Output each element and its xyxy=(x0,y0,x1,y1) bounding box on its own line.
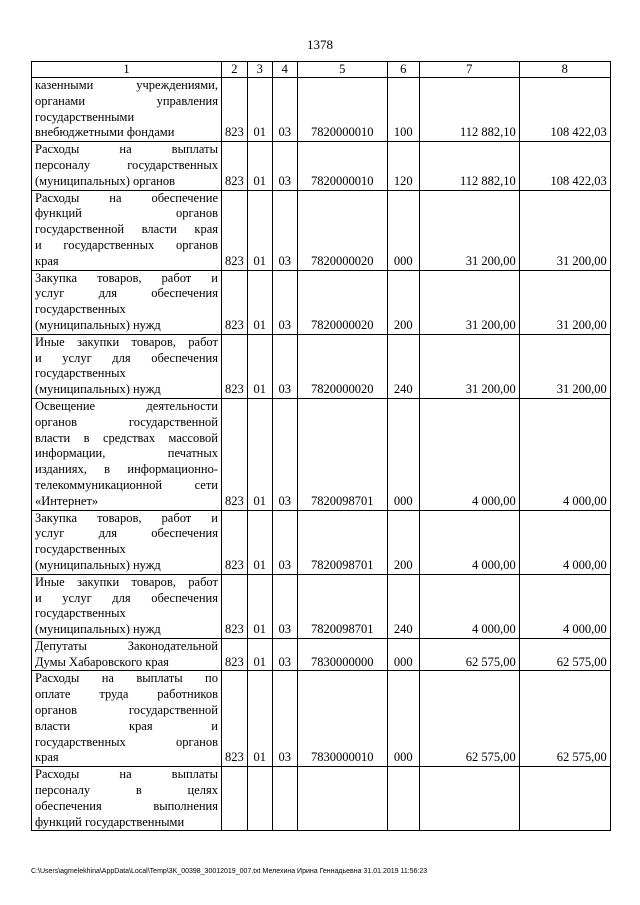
target-article-cell: 7820000020 xyxy=(297,190,387,270)
target-article-cell: 7830000000 xyxy=(297,638,387,671)
row-name-line: и государственных органов xyxy=(35,237,218,252)
subsection-code-cell: 03 xyxy=(272,78,297,142)
row-name-cell xyxy=(32,671,222,767)
row-name-line: Депутаты Законодательной xyxy=(35,638,218,653)
file-path-footer: C:\Users\agmelekhina\AppData\Local\Temp\3K_00398_30012019_007.txt Мелехина Ирина Геннадьевна 31.01.2019 11:56:23 xyxy=(31,868,428,875)
target-article-cell: 7820000010 xyxy=(297,78,387,142)
row-name-line: (муниципальных) нужд xyxy=(35,382,161,397)
row-name-cell xyxy=(32,510,222,574)
section-code-cell: 01 xyxy=(247,142,272,190)
executed-amount-cell xyxy=(519,767,610,831)
executed-amount-cell: 31 200,00 xyxy=(519,190,610,270)
section-code-cell: 01 xyxy=(247,510,272,574)
executed-amount-cell: 62 575,00 xyxy=(519,671,610,767)
target-article-cell: 7820000020 xyxy=(297,270,387,334)
table-row xyxy=(32,398,611,510)
approved-amount-cell: 31 200,00 xyxy=(419,270,519,334)
subsection-code-cell: 03 xyxy=(272,671,297,767)
expense-type-cell xyxy=(387,767,419,831)
row-name-line: услуг для обеспечения xyxy=(35,526,218,541)
target-article-cell: 7820000020 xyxy=(297,334,387,398)
expense-type-cell: 240 xyxy=(387,334,419,398)
target-article-cell: 7820000010 xyxy=(297,142,387,190)
row-name-line: (муниципальных) органов xyxy=(35,173,176,188)
approved-amount-cell: 31 200,00 xyxy=(419,190,519,270)
admin-code-cell: 823 xyxy=(222,142,248,190)
expense-type-cell: 120 xyxy=(387,142,419,190)
expense-type-cell: 000 xyxy=(387,398,419,510)
subsection-code-cell: 03 xyxy=(272,334,297,398)
table-row xyxy=(32,638,611,671)
row-name-line: казенными учреждениями, xyxy=(35,78,218,92)
executed-amount-cell: 31 200,00 xyxy=(519,270,610,334)
row-name-line: Расходы на обеспечение xyxy=(35,190,218,205)
table-row xyxy=(32,767,611,831)
section-code-cell: 01 xyxy=(247,671,272,767)
row-name-line: услуг для обеспечения xyxy=(35,286,218,301)
table-row xyxy=(32,574,611,638)
approved-amount-cell: 62 575,00 xyxy=(419,638,519,671)
expense-type-cell: 200 xyxy=(387,270,419,334)
row-name-cell xyxy=(32,190,222,270)
table-row xyxy=(32,190,611,270)
subsection-code-cell: 03 xyxy=(272,190,297,270)
admin-code-cell: 823 xyxy=(222,334,248,398)
row-name-line: и услуг для обеспечения xyxy=(35,590,218,605)
expense-type-cell: 000 xyxy=(387,638,419,671)
approved-amount-cell: 4 000,00 xyxy=(419,398,519,510)
section-code-cell: 01 xyxy=(247,574,272,638)
page-number: 1378 xyxy=(307,37,333,52)
approved-amount-cell: 31 200,00 xyxy=(419,334,519,398)
target-article-cell: 7820098701 xyxy=(297,510,387,574)
row-name-cell xyxy=(32,270,222,334)
row-name-cell xyxy=(32,638,222,671)
row-name-line: Думы Хабаровского края xyxy=(35,654,169,669)
row-name-line: государственными xyxy=(35,109,135,124)
row-name-line: (муниципальных) нужд xyxy=(35,317,161,332)
row-name-line: изданиях, в информационно- xyxy=(35,462,218,477)
row-name-line: края xyxy=(35,253,59,268)
admin-code-cell: 823 xyxy=(222,398,248,510)
row-name-line: персоналу государственных xyxy=(35,157,218,172)
executed-amount-cell: 4 000,00 xyxy=(519,398,610,510)
row-name-line: «Интернет» xyxy=(35,493,99,508)
row-name-line: функций органов xyxy=(35,206,218,221)
subsection-code-cell: 03 xyxy=(272,270,297,334)
row-name-line: (муниципальных) нужд xyxy=(35,622,161,637)
row-name-cell xyxy=(32,334,222,398)
row-name-line: оплате труда работников xyxy=(35,687,218,702)
table-row xyxy=(32,270,611,334)
row-name-line: персоналу в целях xyxy=(35,783,218,798)
expense-type-cell: 100 xyxy=(387,78,419,142)
admin-code-cell: 823 xyxy=(222,78,248,142)
column-header-6: 6 xyxy=(387,62,419,78)
admin-code-cell: 823 xyxy=(222,510,248,574)
row-name-line: внебюджетными фондами xyxy=(35,125,175,140)
expense-type-cell: 240 xyxy=(387,574,419,638)
subsection-code-cell: 03 xyxy=(272,574,297,638)
column-header-2: 2 xyxy=(222,62,248,78)
admin-code-cell: 823 xyxy=(222,638,248,671)
executed-amount-cell: 108 422,03 xyxy=(519,78,610,142)
row-name-line: органов государственной xyxy=(35,414,218,429)
executed-amount-cell: 31 200,00 xyxy=(519,334,610,398)
executed-amount-cell: 4 000,00 xyxy=(519,574,610,638)
section-code-cell: 01 xyxy=(247,78,272,142)
row-name-line: Расходы на выплаты по xyxy=(35,671,218,686)
row-name-line: Закупка товаров, работ и xyxy=(35,510,218,525)
row-name-line: государственных xyxy=(35,606,126,621)
subsection-code-cell: 03 xyxy=(272,398,297,510)
row-name-line: государственных xyxy=(35,366,126,381)
header-row xyxy=(32,62,611,78)
admin-code-cell: 823 xyxy=(222,574,248,638)
executed-amount-cell: 62 575,00 xyxy=(519,638,610,671)
row-name-line: Иные закупки товаров, работ xyxy=(35,574,218,589)
row-name-line: государственных xyxy=(35,542,126,557)
row-name-line: органами управления xyxy=(35,93,218,108)
row-name-line: государственной власти края xyxy=(35,222,218,237)
budget-table xyxy=(31,61,611,831)
expense-type-cell: 000 xyxy=(387,190,419,270)
expense-type-cell: 200 xyxy=(387,510,419,574)
admin-code-cell: 823 xyxy=(222,190,248,270)
row-name-line: Расходы на выплаты xyxy=(35,142,218,157)
approved-amount-cell: 112 882,10 xyxy=(419,78,519,142)
column-header-3: 3 xyxy=(247,62,272,78)
executed-amount-cell: 4 000,00 xyxy=(519,510,610,574)
approved-amount-cell xyxy=(419,767,519,831)
row-name-line: Освещение деятельности xyxy=(35,398,218,413)
row-name-cell xyxy=(32,398,222,510)
row-name-line: телекоммуникационной сети xyxy=(35,477,218,492)
column-header-4: 4 xyxy=(272,62,297,78)
target-article-cell: 7820098701 xyxy=(297,574,387,638)
row-name-line: (муниципальных) нужд xyxy=(35,557,161,572)
row-name-line: государственных органов xyxy=(35,734,218,749)
row-name-cell xyxy=(32,767,222,831)
row-name-line: Расходы на выплаты xyxy=(35,767,218,782)
row-name-cell xyxy=(32,78,222,142)
row-name-line: органов государственной xyxy=(35,703,218,718)
table-body xyxy=(32,78,611,831)
table-row xyxy=(32,78,611,142)
admin-code-cell: 823 xyxy=(222,270,248,334)
section-code-cell: 01 xyxy=(247,270,272,334)
admin-code-cell xyxy=(222,767,248,831)
target-article-cell xyxy=(297,767,387,831)
table-row xyxy=(32,334,611,398)
section-code-cell: 01 xyxy=(247,334,272,398)
row-name-cell xyxy=(32,574,222,638)
subsection-code-cell: 03 xyxy=(272,142,297,190)
row-name-line: Закупка товаров, работ и xyxy=(35,270,218,285)
table-row xyxy=(32,142,611,190)
target-article-cell: 7820098701 xyxy=(297,398,387,510)
row-name-line: и услуг для обеспечения xyxy=(35,350,218,365)
column-header-7: 7 xyxy=(419,62,519,78)
column-header-5: 5 xyxy=(297,62,387,78)
subsection-code-cell: 03 xyxy=(272,510,297,574)
row-name-line: обеспечения выполнения xyxy=(35,798,218,813)
approved-amount-cell: 4 000,00 xyxy=(419,510,519,574)
approved-amount-cell: 112 882,10 xyxy=(419,142,519,190)
section-code-cell xyxy=(247,767,272,831)
executed-amount-cell: 108 422,03 xyxy=(519,142,610,190)
row-name-line: власти в средствах массовой xyxy=(35,430,218,445)
table-row xyxy=(32,510,611,574)
column-header-8: 8 xyxy=(519,62,610,78)
table-row xyxy=(32,671,611,767)
row-name-line: власти края и xyxy=(35,718,218,733)
row-name-line: функций государственными xyxy=(35,814,185,829)
section-code-cell: 01 xyxy=(247,638,272,671)
section-code-cell: 01 xyxy=(247,398,272,510)
approved-amount-cell: 62 575,00 xyxy=(419,671,519,767)
row-name-cell xyxy=(32,142,222,190)
admin-code-cell: 823 xyxy=(222,671,248,767)
row-name-line: края xyxy=(35,750,59,765)
section-code-cell: 01 xyxy=(247,190,272,270)
column-header-1: 1 xyxy=(32,62,222,78)
subsection-code-cell: 03 xyxy=(272,638,297,671)
row-name-line: государственных xyxy=(35,302,126,317)
expense-type-cell: 000 xyxy=(387,671,419,767)
row-name-line: Иные закупки товаров, работ xyxy=(35,334,218,349)
approved-amount-cell: 4 000,00 xyxy=(419,574,519,638)
subsection-code-cell xyxy=(272,767,297,831)
row-name-line: информации, печатных xyxy=(35,446,218,461)
target-article-cell: 7830000010 xyxy=(297,671,387,767)
